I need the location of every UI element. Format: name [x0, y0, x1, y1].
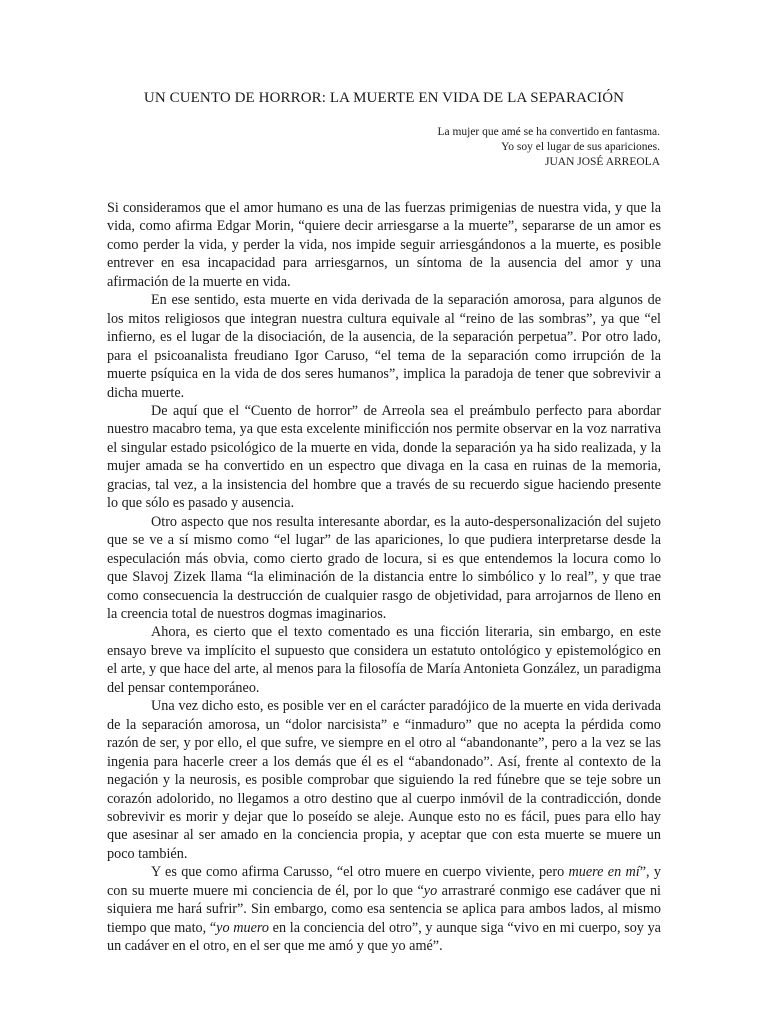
epigraph-line-1: La mujer que amé se ha convertido en fantasma.: [437, 126, 660, 138]
document-title: UN CUENTO DE HORROR: LA MUERTE EN VIDA DE LA SEPARACIÓN: [143, 90, 625, 106]
paragraph-7-emphasis-muere-en-mi: muere en mí: [568, 864, 640, 881]
document-body: [107, 199, 661, 956]
paragraph-7-emphasis-yo-muero: yo muero: [216, 919, 269, 936]
paragraph-2: En ese sentido, esta muerte en vida derivada de la separación amorosa, para algunos de los mitos religiosos que integran nuestra cultura equivale al “reino de las sombras”, ya que “el infierno, es el lugar de la disociación, de la ausencia, de la separación perpetua”. Por otro lado, para el psicoanalista freudiano Igor Caruso, “el tema de la separación como irrupción de la muerte psíquica en la vida de dos seres humanos”, implica la paradoja de tener que sobrevivir a dicha muerte.: [107, 292, 661, 401]
paragraph-6: Una vez dicho esto, es posible ver en el carácter paradójico de la muerte en vida derivada de la separación amorosa, un “dolor narcisista” e “inmaduro” que no acepta la pérdida como razón de ser, y por ello, el que sufre, ve siempre en el otro al “abandonante”, pero a la vez se las ingenia para hacerle creer a los demás que él es el “abandonado”. Así, frente al contexto de la negación y la neurosis, es posible comprobar que siguiendo la red fúnebre que se teje sobre un corazón adolorido, no llegamos a otro destino que al cuerpo inmóvil de la contradicción, donde sobrevivir es morir y dejar que lo poseído se aleje. Aunque esto no es fácil, pues para ello hay que asesinar al ser amado en la conciencia propia, y aceptar que con esta muerte se muere un poco también.: [107, 698, 661, 862]
paragraph-7-text-g: en la conciencia del otro”, y aunque siga “vivo en mi cuerpo, soy ya un cadáver en el otro, en el ser que me amó y que yo amé”.: [107, 919, 661, 955]
paragraph-7-text-e: arrastraré conmigo ese cadáver que ni siquiera me hará sufrir”. Sin embargo, como esa sentencia se aplica para ambos lados, al mismo tiempo que mato, “: [107, 882, 661, 936]
paragraph-7: [107, 863, 661, 955]
paragraph-7-text-a: Y es que como afirma Carusso, “el otro muere en cuerpo viviente, pero: [151, 864, 569, 881]
paragraph-1: Si consideramos que el amor humano es una de las fuerzas primigenias de nuestra vida, y que la vida, como afirma Edgar Morin, “quiere decir arriesgarse a la muerte”, separarse de un amor es como perder la vida, y perder la vida, nos impide seguir arriesgándonos a la muerte, es posible entrever en esa incapacidad para arriesgarnos, un síntoma de la ausencia del amor y una afirmación de la muerte en vida.: [107, 200, 661, 290]
paragraph-7-text-c: ”, y con su muerte muere mi conciencia de él, por lo que “: [107, 864, 661, 899]
paragraph-5: Ahora, es cierto que el texto comentado es una ficción literaria, sin embargo, en este ensayo breve va implícito el supuesto que considera un estatuto ontológico y epistemológico en el arte, y que hace del arte, al menos para la filosofía de María Antonieta González, un paradigma del pensar contemporáneo.: [107, 624, 661, 696]
paragraph-4: Otro aspecto que nos resulta interesante abordar, es la auto-despersonalización del sujeto que se ve a sí mismo como “el lugar” de las apariciones, lo que pudiera interpretarse desde la especulación más obvia, como cierto grado de locura, si es que entendemos la locura como lo que Slavoj Zizek llama “la eliminación de la distancia entre lo simbólico y lo real”, y que trae como consecuencia la destrucción de cualquier rasgo de objetividad, para arrojarnos de lleno en la creencia total de nuestros dogmas imaginarios.: [107, 513, 661, 622]
paragraph-3: De aquí que el “Cuento de horror” de Arreola sea el preámbulo perfecto para abordar nuestro macabro tema, ya que esta excelente minificción nos permite observar en la voz narrativa el singular estado psicológico de la muerte en vida, donde la separación ya ha sido realizada, y la mujer amada se ha convertido en un espectro que divaga en la casa en ruinas de la memoria, gracias, tal vez, a la insistencia del hombre que a través de su recuerdo sigue haciendo presente lo que sólo es pasado y ausencia.: [107, 402, 661, 512]
epigraph-line-2: Yo soy el lugar de sus apariciones.: [501, 141, 660, 153]
paragraph-7-emphasis-yo: yo: [423, 882, 438, 899]
epigraph: [437, 125, 660, 170]
epigraph-author: JUAN JOSÉ ARREOLA: [544, 156, 660, 168]
